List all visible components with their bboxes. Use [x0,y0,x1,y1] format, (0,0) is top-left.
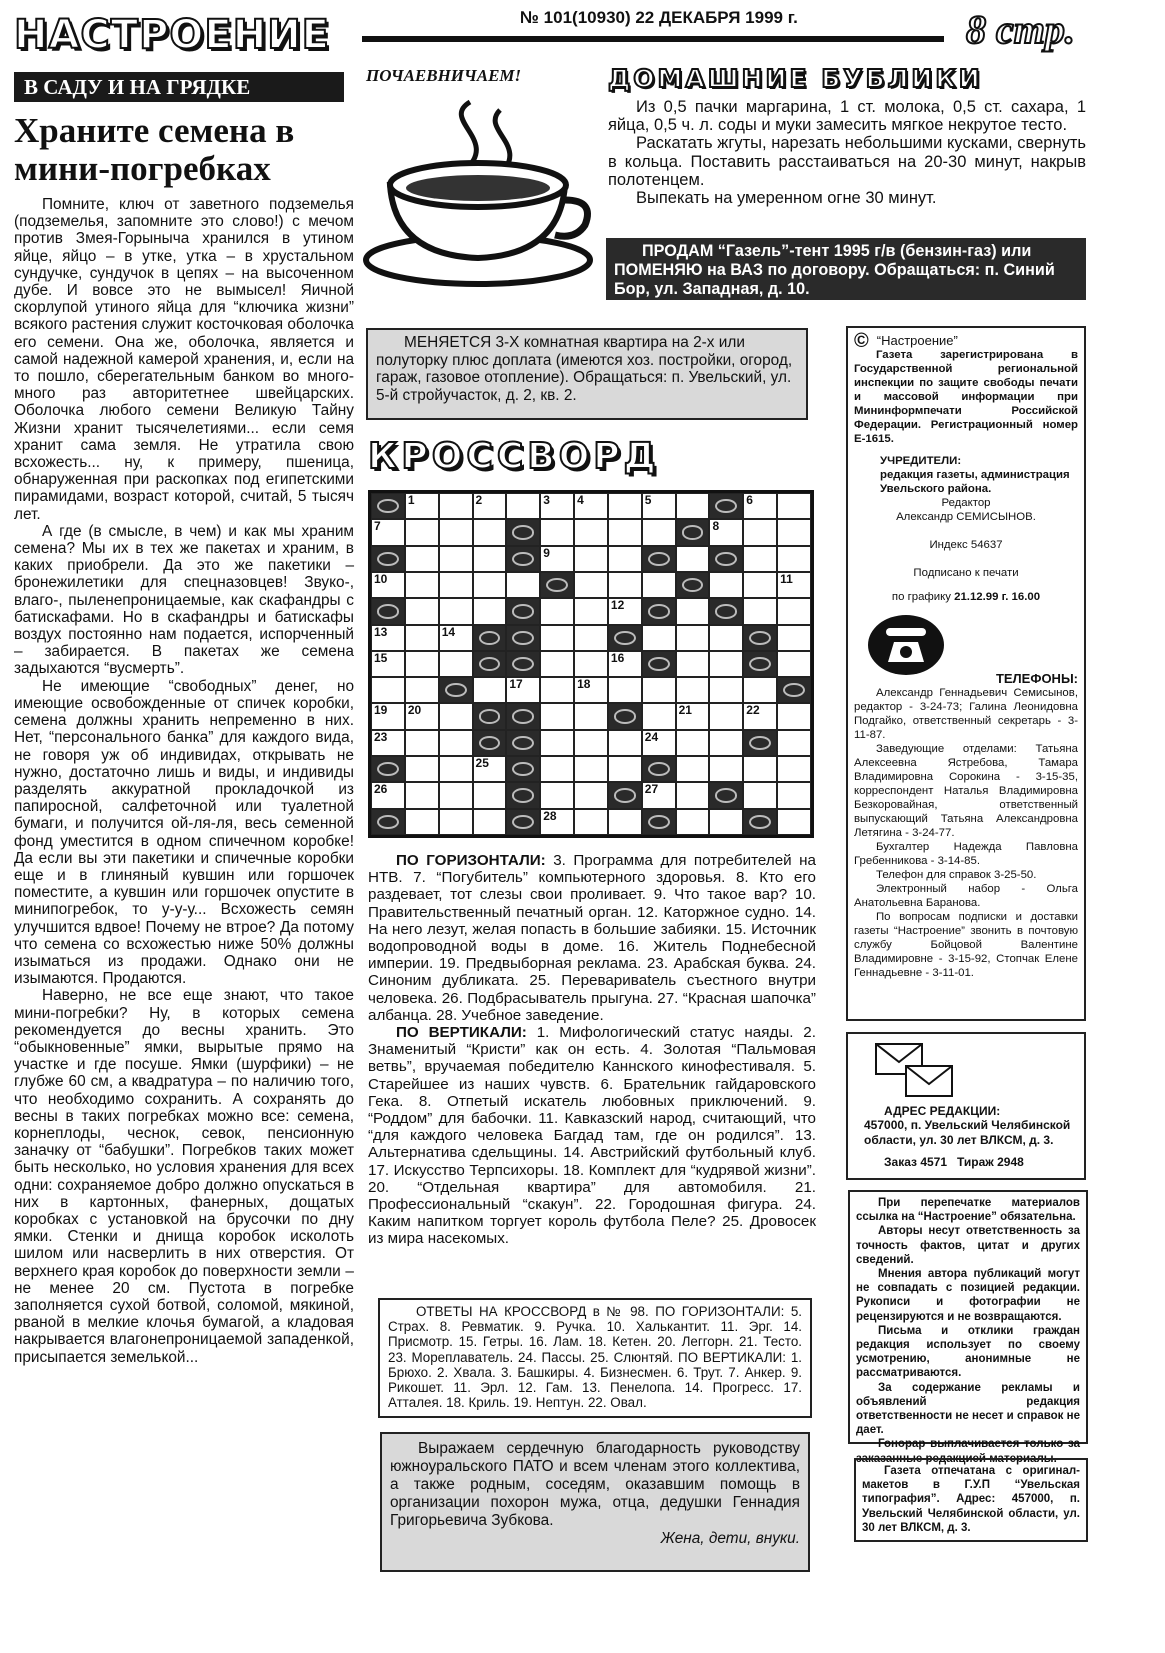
crossword-cell[interactable] [676,625,710,651]
crossword-cell[interactable] [439,546,473,572]
crossword-cell[interactable] [473,756,507,782]
crossword-cell[interactable] [540,598,574,624]
clue-number: 22 [746,703,760,718]
crossword-cell[interactable] [371,677,405,703]
envelope-icon [872,1040,962,1100]
crossword-cell[interactable] [743,572,777,598]
crossword-cell[interactable] [777,782,811,808]
crossword-cell[interactable] [777,756,811,782]
crossword-block [506,651,540,677]
crossword-cell[interactable] [709,756,743,782]
crossword-cell[interactable] [608,756,642,782]
crossword-cell[interactable] [540,730,574,756]
gratitude-notice [380,1432,810,1572]
founders: редакция газеты, администрация Увельского района. [880,469,1070,495]
crossword-cell[interactable] [473,677,507,703]
crossword-cell[interactable] [405,677,439,703]
crossword-cell[interactable] [608,546,642,572]
crossword-cell[interactable] [608,493,642,519]
crossword-cell[interactable] [608,730,642,756]
crossword-cell[interactable] [574,493,608,519]
clue-number: 10 [374,571,388,586]
crossword-cell[interactable] [405,809,439,835]
crossword-cell[interactable] [405,519,439,545]
clue-number: 26 [374,782,388,797]
clue-number: 5 [644,493,652,507]
crossword-cell[interactable] [709,730,743,756]
crossword-cell[interactable] [371,730,405,756]
reprint-notice [848,1190,1088,1465]
clue-number: 4 [577,493,584,507]
crossword-cell[interactable] [574,730,608,756]
article-headline: Храните семена в мини-погребках [14,111,295,188]
crossword-cell[interactable] [709,651,743,677]
clue-number: 8 [712,519,720,534]
crossword-block [709,546,743,572]
clue-number: 7 [374,519,381,534]
circulation: Тираж 2948 [957,1155,1024,1169]
crossword-cell[interactable] [540,756,574,782]
crossword-cell[interactable] [777,572,811,598]
crossword-cell[interactable] [439,493,473,519]
crossword-cell[interactable] [371,782,405,808]
crossword-cell[interactable] [574,572,608,598]
phone-entry: Телефон для справок 3-25-50. [876,869,1037,881]
printed-by: Газета отпечатана с оригинал-макетов в Г.У.П “Увельская типография”. Адрес: 457000, п. Увельский Челябинской области, ул. 30 лет ВЛКСМ, д. 3. [854,1458,1088,1542]
crossword-cell[interactable] [642,703,676,729]
phone-entry: Электронный набор - Ольга Анатольевна Баранова. [854,883,1078,909]
crossword-cell[interactable] [506,572,540,598]
crossword-block [439,677,473,703]
crossword-cell[interactable] [676,809,710,835]
section-title: НАСТРОЕНИЕ [14,12,330,58]
crossword-block [608,782,642,808]
article-paragraph: Наверно, не все еще знают, что такое мини-погребки? Ну, в которых семена рекомендуется до весны хранить. Это “обыкновенные” ямки, вырытые прямо на участке и где посуше. Ямки (шурфики) – не глубже 60 см, а квадратура – по наличию того, что необходимо сохранить. А сохранять до весны в таких погребках можно все: семена, корнеплоды, чеснок, севок, пенсионную заначку от “бабушки”. Погребков таких может быть несколько, но условия хранения для всех одни: сохраняемое добро должно опускаться в них в картонных, фанерных, дощатых коробках с установкой на брусочки по дну ямки. Стенки и днища коробок исколоть шилом или насверлить в них отверстия. От верхнего края коробок до поверхности земли – не менее 20 см. Пустота в погребке заполняется сухой ботвой, соломой, мякиной, рваной в мелкие клочья бумагой, а кладовая накрывается влагонепроницаемой западенкой, присыпается земелькой... [14,987,354,1366]
gratitude-signature: Жена, дети, внуки. [660,1530,800,1547]
crossword-cell[interactable] [608,677,642,703]
crossword-cell[interactable] [439,782,473,808]
phones-list [854,686,1078,980]
crossword-cell[interactable] [371,519,405,545]
crossword-block [642,546,676,572]
clue-number: 21 [678,703,692,718]
crossword-block [540,572,574,598]
crossword-clues [368,852,816,1248]
phone-entry: По вопросам подписки и доставки газеты “Настроение” звонить в почтовую службу Бойцовой Валентине Владимировне - 3-15-92, Стопчак Елене Геннадьевне - 3-11-01. [854,911,1078,979]
editor-label: Редактор [941,497,991,509]
address-text: 457000, п. Увельский Челябинской области, ул. 30 лет ВЛКСМ, д. 3. [864,1118,1071,1147]
clue-number: 27 [644,782,659,797]
crossword-cell[interactable] [608,598,642,624]
sell-ad: ПРОДАМ “Газель”-тент 1995 г/в (бензин-газ) или ПОМЕНЯЮ на ВАЗ по договору. Обращаться: п. Синий Бор, ул. Западная, д. 10. [606,238,1086,300]
phone-entry: Александр Геннадьевич Семисынов, редактор - 3-24-73; Галина Леонидовна Подгайко, ответственный секретарь - 3-11-87. [854,687,1078,741]
clue-number: 16 [610,650,625,665]
crossword-cell[interactable] [540,782,574,808]
crossword-cell[interactable] [371,651,405,677]
crossword-cell[interactable] [676,703,710,729]
crossword-cell[interactable] [405,756,439,782]
crossword-cell[interactable] [676,546,710,572]
crossword-cell[interactable] [473,598,507,624]
crossword-cell[interactable] [439,730,473,756]
recipe-title: ДОМАШНИЕ БУБЛИКИ [608,64,983,93]
reprint-item: При перепечатке материалов ссылка на “Настроение” обязательна. [856,1197,1080,1224]
article-paragraph: Помните, ключ от заветного подземелья (подземелья, запомните это слово!) с мечом против Змея-Горыныча хранился в утином яйце, яйцо – в утке, утка – в хрустальном сундучке, сундучок в цепях – на высоченном дубе. И вовсе это не вымысел! Яичной скорлупой утиного яйца для “ключика жизни” всякого растения служит косточковая оболочка его семени. Она же, оболочка, является и самой надежной камерой хранения, и, если на то пошло, сберегательным банком во много-много раз авторитетнее швейцарских. Оболочка любого семени Великую Тайну Жизни хранит тысячелетиями... если семя хранит сама земля. Не утратила свою всхожесть... ну, к примеру, пшеница, обнаруженная при раскопках под египетскими пирамидами, возраст которой, считай, 5 тысяч лет. [14,196,354,523]
crossword-cell[interactable] [777,493,811,519]
crossword-cell[interactable] [574,756,608,782]
crossword-cell[interactable] [473,782,507,808]
crossword-cell[interactable] [439,651,473,677]
crossword-cell[interactable] [405,572,439,598]
crossword-block [608,703,642,729]
crossword-cell[interactable] [642,730,676,756]
page-number: 8 стр. [966,7,1075,52]
clue-number: 28 [543,808,557,823]
clue-number: 11 [780,571,793,586]
signed-label: Подписано к печати [913,567,1019,579]
crossword-block [743,651,777,677]
crossword-block [473,730,507,756]
crossword-cell[interactable] [540,519,574,545]
imprint-box [846,326,1086,1021]
crossword-answers: ОТВЕТЫ НА КРОССВОРД в № 98. ПО ГОРИЗОНТАЛИ: 5. Страх. 8. Ревматик. 9. Ручка. 10. Халькантит. 11. Эрг. 14. Присмотр. 15. Гетры. 16. Лам. 18. Кетен. 20. Леггорн. 21. Тесто. 23. Мореплаватель. 24. Пассы. 25. Слюнтяй. ПО ВЕРТИКАЛИ: 1. Брюхо. 2. Хвала. 3. Башкиры. 4. Бизнесмен. 6. Трут. 7. Анкер. 9. Рикошет. 11. Эрл. 12. Гам. 13. Пенелопа. 14. Прогресс. 17. Атталея. 18. Криль. 19. Нептун. 22. Овал. [378,1298,812,1418]
down-label: ПО ВЕРТИКАЛИ: [396,1024,527,1042]
crossword-cell[interactable] [743,703,777,729]
phones-label: ТЕЛЕФОНЫ: [995,671,1078,686]
crossword-cell[interactable] [439,519,473,545]
crossword-cell[interactable] [439,809,473,835]
crossword-cell[interactable] [777,546,811,572]
crossword-block [709,493,743,519]
clue-number: 20 [407,703,422,718]
telephone-icon [866,614,946,676]
crossword-cell[interactable] [405,651,439,677]
reprint-item: Мнения автора публикаций могут не совпадать с позицией редакции. Рукописи и фотографии не рецензируются и не возвращаются. [856,1268,1080,1323]
crossword-cell[interactable] [709,572,743,598]
crossword-cell[interactable] [709,809,743,835]
crossword-cell[interactable] [676,677,710,703]
crossword-cell[interactable] [405,598,439,624]
across-clues: 3. Программа для потребителей на НТВ. 7. “Погубитель” компьютерного здоровья. 8. Кто его раздевает, тот слезы свои проливает. 9. Что такое вар? 10. Правительственный печатный орган. 12. Каторжное судно. 14. На него лезут, желая попасть в большие забияки. 15. Источник водопроводной воды в доме. 16. Житель Поднебесной империи. 19. Предвыборная реклама. 23. Арабская буква. 24. Синоним дубликата. 25. Переваривatель съестного внутри человека. 26. Подбрасыватель прыгуна. 27. “Красная шапочка” албанца. 28. Учебное заведение. [368,852,816,1024]
crossword-cell[interactable] [405,782,439,808]
clue-number: 2 [475,493,483,507]
crossword-block [506,782,540,808]
crossword-cell[interactable] [777,809,811,835]
subscription-index: Индекс 54637 [929,539,1003,551]
header-rule [362,36,944,42]
crossword-block [709,782,743,808]
crossword-cell[interactable] [777,651,811,677]
crossword-cell[interactable] [574,703,608,729]
crossword-cell[interactable] [676,598,710,624]
crossword-cell[interactable] [743,677,777,703]
crossword-block [642,598,676,624]
crossword-block [642,756,676,782]
crossword-cell[interactable] [405,493,439,519]
crossword-cell[interactable] [574,809,608,835]
crossword-cell[interactable] [743,782,777,808]
order-number: Заказ 4571 [884,1155,948,1169]
crossword-cell[interactable] [777,703,811,729]
clue-number: 12 [610,598,625,613]
crossword-cell[interactable] [439,703,473,729]
article-paragraph: Не имеющие “свободных” денег, но имеющие освобожденные от спичек коробки, семена должны хранить непременно в них. Нет, “персонального банка” для каждого вида, не говоря уж об индивидах, открывать не нужно, достаточно лишь и виды, и индивиды разделять аккуратной прокладочкой из папиросной, салфеточной или туалетной бумаги, и получится ой-ля-ля, весь семенной фонд уместится в одном спичечном коробке! Да если вы эти пакетики и спичечные коробки еще и в глиняный кувшин или горшочек поместите, а кувшин или горшочек опустите в минипогребок, то у-у-у... Всхожесть семян улучшится вдвое! Почему не втрое? Да потому что семена со всхожестью ниже 50% должны изыматься из продажи. Однако они не изымаются. Продаются. [14,677,354,988]
schedule-value: 21.12.99 г. 16.00 [954,591,1041,603]
recipe-paragraph: Раскатать жгуты, нарезать небольшими кусками, свернуть в кольца. Поставить расстаиваться на 20-30 минут, накрыв полотенцем. [608,134,1086,189]
crossword-cell[interactable] [777,598,811,624]
clue-number: 18 [577,677,591,692]
crossword-block [506,519,540,545]
recipe-paragraph: Из 0,5 пачки маргарина, 1 ст. молока, 0,5 ст. сахара, 1 яйца, 0,5 ч. л. соды и муки замесить мягкое некрутое тесто. [608,98,1086,135]
crossword-cell[interactable] [574,677,608,703]
crossword-cell[interactable] [676,782,710,808]
crossword-block [371,598,405,624]
crossword-block [743,809,777,835]
crossword-cell[interactable] [473,572,507,598]
crossword-cell[interactable] [777,625,811,651]
crossword-block [506,598,540,624]
crossword-cell[interactable] [777,519,811,545]
clue-number: 1 [407,493,415,507]
crossword-cell[interactable] [642,493,676,519]
crossword-cell[interactable] [743,598,777,624]
clue-number: 24 [644,729,659,744]
crossword-cell[interactable] [540,651,574,677]
crossword-grid [368,490,814,838]
crossword-cell[interactable] [506,493,540,519]
address-label: АДРЕС РЕДАКЦИИ: [884,1103,1001,1118]
crossword-cell[interactable] [608,651,642,677]
crossword-block [642,651,676,677]
crossword-cell[interactable] [676,651,710,677]
crossword-cell[interactable] [709,677,743,703]
crossword-block [608,625,642,651]
crossword-cell[interactable] [676,730,710,756]
crossword-cell[interactable] [439,756,473,782]
crossword-cell[interactable] [574,625,608,651]
crossword-cell[interactable] [540,493,574,519]
crossword-cell[interactable] [405,625,439,651]
crossword-cell[interactable] [473,546,507,572]
crossword-block [777,677,811,703]
crossword-block [473,703,507,729]
rubric: В САДУ И НА ГРЯДКЕ [14,72,344,102]
crossword-block [473,651,507,677]
crossword-cell[interactable] [574,782,608,808]
crossword-block [506,730,540,756]
clue-number: 23 [374,729,388,744]
clue-number: 9 [543,545,550,560]
crossword-cell[interactable] [439,572,473,598]
crossword-cell[interactable] [540,809,574,835]
crossword-block [676,572,710,598]
crossword-block [642,809,676,835]
crossword-cell[interactable] [642,625,676,651]
tea-caption: ПОЧАЕВНИЧАЕМ! [366,66,522,85]
crossword-cell[interactable] [743,519,777,545]
crossword-cell[interactable] [743,546,777,572]
crossword-block [371,756,405,782]
reprint-item: Гонорар выплачивается только за заказанные редакцией материалы. [856,1438,1080,1465]
recipe-paragraph: Выпекать на умеренном огне 30 минут. [636,189,937,208]
crossword-cell[interactable] [405,703,439,729]
crossword-cell[interactable] [439,625,473,651]
crossword-cell[interactable] [709,519,743,545]
address-box [846,1032,1086,1180]
crossword-cell[interactable] [574,598,608,624]
article-body [14,196,354,1366]
crossword-cell[interactable] [709,703,743,729]
phone-entry: Заведующие отделами: Татьяна Алексеевна Ястребова, Тамара Владимировна Сорокина - 3-15-35, корреспондент Наталья Владимировна Безкоровайная, ответственный выпускающий Татьяна Александровна Летягина - 3-24-77. [854,743,1078,839]
crossword-cell[interactable] [371,703,405,729]
crossword-cell[interactable] [574,519,608,545]
crossword-block [709,598,743,624]
crossword-cell[interactable] [540,677,574,703]
crossword-cell[interactable] [371,625,405,651]
crossword-cell[interactable] [439,598,473,624]
crossword-cell[interactable] [371,572,405,598]
crossword-block [743,625,777,651]
reprint-item: Авторы несут ответственность за точность фактов, цитат и других сведений. [856,1225,1080,1266]
crossword-cell[interactable] [540,703,574,729]
crossword-block [743,730,777,756]
crossword-block [506,703,540,729]
crossword-block [473,625,507,651]
crossword-cell[interactable] [540,625,574,651]
clue-number: 13 [374,624,388,639]
crossword-title: КРОССВОРД [368,436,660,477]
exchange-ad: МЕНЯЕТСЯ 3-Х комнатная квартира на 2-х или полуторку плюс доплата (имеются хоз. постройки, огород, гараж, газовое отопление). Обращаться: п. Увельский, ул. 5-й стройучасток, д. 2, кв. 2. [366,328,808,420]
crossword-cell[interactable] [540,546,574,572]
clue-number: 19 [374,703,388,718]
crossword-block [371,546,405,572]
crossword-block [676,519,710,545]
down-clues: 1. Мифологический статус наяды. 2. Знаменитый “Кристи” как он есть. 4. Золотая “Пальмовая ветвь”, вручаемая победителю Каннского кинофестиваля. 5. Старейшее из наших чувств. 6. Брательник гайдаровского Гека. 8. Отпетый искатель любовных приключений. 9. “Роддом” для бабочки. 11. Кавказский народ, считающий, что “для каждого человека Багдад там, где он родился”. 13. Альтернатива сдельщины. 14. Австрийский футбольный клуб. 17. Искусство Терпсихоры. 18. Комплект для “кудрявой жизни”. 20. “Отдельная квартира” для автомобиля. 21. Профессиональный “скакун”. 22. Городошная фигура. 24. Каким напитком торгует король футбола Пеле? 25. Дровосек из мира насекомых. [368,1024,816,1248]
crossword-cell[interactable] [642,519,676,545]
crossword-block [506,756,540,782]
crossword-cell[interactable] [608,519,642,545]
crossword-cell[interactable] [574,651,608,677]
teacup-illustration [360,90,600,290]
crossword-cell[interactable] [743,756,777,782]
crossword-cell[interactable] [405,546,439,572]
clue-number: 3 [543,493,550,507]
crossword-cell[interactable] [506,677,540,703]
crossword-cell[interactable] [642,677,676,703]
phone-entry: Бухгалтер Надежда Павловна Гребенникова - 3-14-85. [854,841,1078,867]
reprint-item: За содержание рекламы и объявлений редакция ответственности не несет и справок не дает. [856,1381,1080,1437]
gratitude-text: Выражаем сердечную благодарность руководству южноуральского ПАТО и всем членам этого коллектива, а также родным, соседям, оказавшим помощь в организации похорон мужа, отца, дедушки Геннадия Григорьевича Зубкова. [390,1440,800,1529]
crossword-block [506,809,540,835]
crossword-cell[interactable] [676,756,710,782]
editor: Александр СЕМИСЫНОВ. [896,511,1036,523]
crossword-cell[interactable] [574,546,608,572]
schedule-label: по графику [891,591,951,603]
clue-number: 6 [746,493,753,507]
reprint-item: Письма и отклики граждан редакция использует по своему усмотрению, анонимные не рассматриваются. [856,1324,1080,1380]
issue-number: № 101(10930) 22 ДЕКАБРЯ 1999 г. [520,8,798,27]
crossword-block [506,625,540,651]
crossword-cell[interactable] [676,493,710,519]
crossword-cell[interactable] [608,572,642,598]
crossword-block [506,546,540,572]
crossword-cell[interactable] [642,572,676,598]
crossword-cell[interactable] [608,809,642,835]
crossword-cell[interactable] [743,493,777,519]
crossword-cell[interactable] [405,730,439,756]
article-paragraph: А где (в смысле, в чем) и как мы храним семена? Мы их в тех же пакетах и храним, в каких приобрели. Да это же пакетики – бронежилетики для спецназовцев! Звуко-, влаго-, пыленепроницаемые, как скафандры с батискафами. Но в скафандры и батискафы воздух постоянно нам подается, испорченный – забирается. В пакетах же семена задыхаются “вусмерть”. [14,522,354,678]
founders-label: УЧРЕДИТЕЛИ: [880,455,962,467]
across-label: ПО ГОРИЗОНТАЛИ: [396,852,546,869]
imprint-registration: Газета зарегистрирована в Государственной региональной инспекции по защите свободы печати и массовой информации при Мининформпечати Российской Федерации. Регистрационный номер Е-1615. [854,349,1078,445]
clue-number: 14 [441,624,456,639]
clue-number: 17 [509,677,523,692]
copyright-icon: © [854,330,869,352]
crossword-cell[interactable] [473,519,507,545]
crossword-block [371,493,405,519]
crossword-block [371,809,405,835]
crossword-cell[interactable] [642,782,676,808]
crossword-cell[interactable] [473,809,507,835]
crossword-cell[interactable] [473,493,507,519]
clue-number: 15 [374,650,388,665]
imprint-name: “Настроение” [876,333,958,348]
clue-number: 25 [475,756,489,771]
crossword-cell[interactable] [709,625,743,651]
recipe-body [608,98,1086,207]
crossword-cell[interactable] [777,730,811,756]
